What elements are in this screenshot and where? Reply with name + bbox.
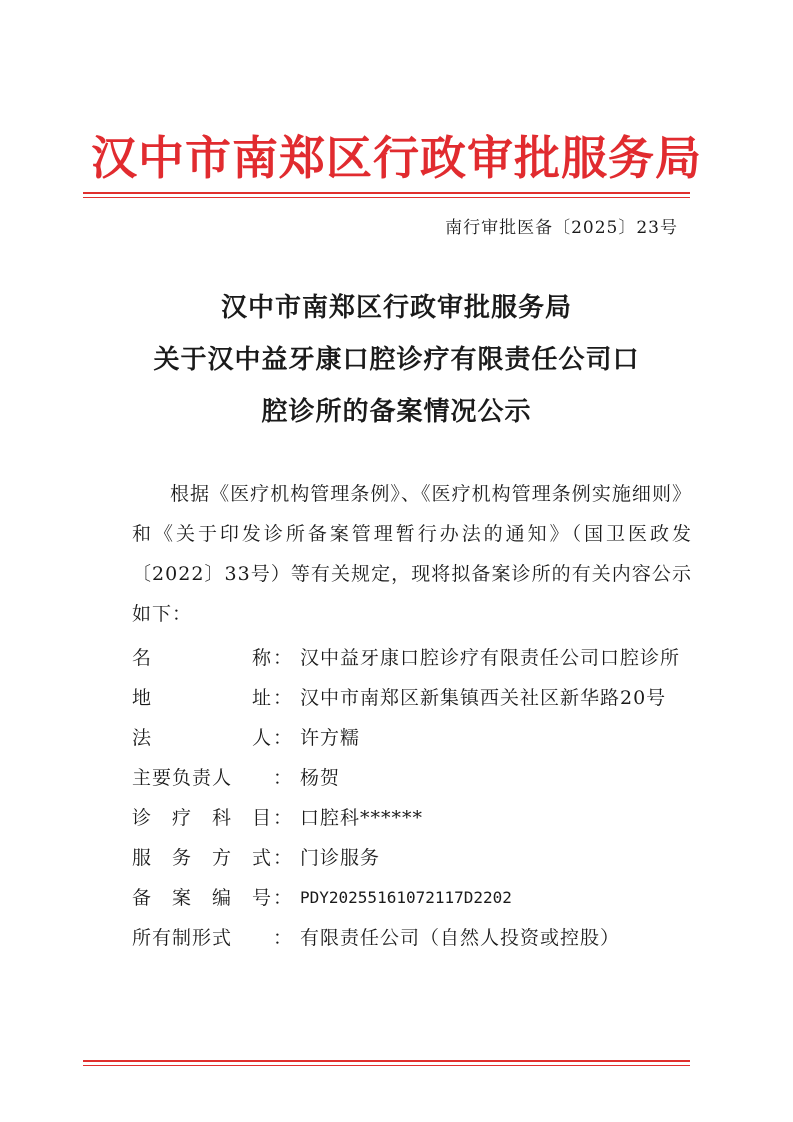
field-value: 口腔科****** [300,807,424,829]
field-colon: ： [272,687,293,709]
field-row-name [132,638,702,678]
field-value: 汉中益牙康口腔诊疗有限责任公司口腔诊所 [300,647,681,669]
field-row-filing-number [132,878,702,918]
field-colon: ： [272,727,293,749]
field-value: PDY20255161072117D2202 [300,888,512,907]
field-row-departments [132,798,702,838]
field-row-principal [132,758,702,798]
field-label: 诊 疗 科 目 [132,807,272,829]
field-label: 主要负责人 [132,767,233,789]
body-paragraph: 根据《医疗机构管理条例》、《医疗机构管理条例实施细则》和《关于印发诊所备案管理暂行办法的通知》（国卫医政发〔2022〕33号）等有关规定，现将拟备案诊所的有关内容公示如下： [132,483,692,625]
field-value: 杨贺 [300,767,341,789]
header-red-rule [83,192,690,194]
field-label: 所有制形式 [132,927,233,949]
title-line-1: 汉中市南郑区行政审批服务局 [220,293,572,323]
field-label: 名 称 [132,647,272,669]
field-colon: ： [272,927,293,949]
header-red-rule-thin [83,197,690,198]
document-number: 南行审批医备〔2025〕23号 [445,218,678,238]
field-label: 法 人 [132,727,272,749]
field-value: 汉中市南郑区新集镇西关社区新华路20号 [300,687,667,709]
field-colon: ： [272,847,293,869]
field-row-service-mode [132,838,702,878]
footer-red-rule-thin [83,1065,690,1066]
field-label: 服 务 方 式 [132,847,272,869]
field-label: 备 案 编 号 [132,887,272,909]
field-colon: ： [272,647,293,669]
title-line-2: 关于汉中益牙康口腔诊疗有限责任公司口 [153,345,640,375]
field-value: 许方糯 [300,727,361,749]
field-value: 门诊服务 [300,847,381,869]
footer-red-rule [83,1060,690,1062]
title-line-3: 腔诊所的备案情况公示 [261,397,532,427]
field-colon: ： [272,767,293,789]
field-value: 有限责任公司（自然人投资或控股） [300,927,621,949]
agency-letterhead: 汉中市南郑区行政审批服务局 [91,131,702,185]
fields-list [132,638,702,958]
document-title [0,282,793,438]
field-colon: ： [272,807,293,829]
field-row-address [132,678,702,718]
field-colon: ： [272,887,293,909]
field-label: 地 址 [132,687,272,709]
field-row-ownership [132,918,702,958]
field-row-legal-person [132,718,702,758]
